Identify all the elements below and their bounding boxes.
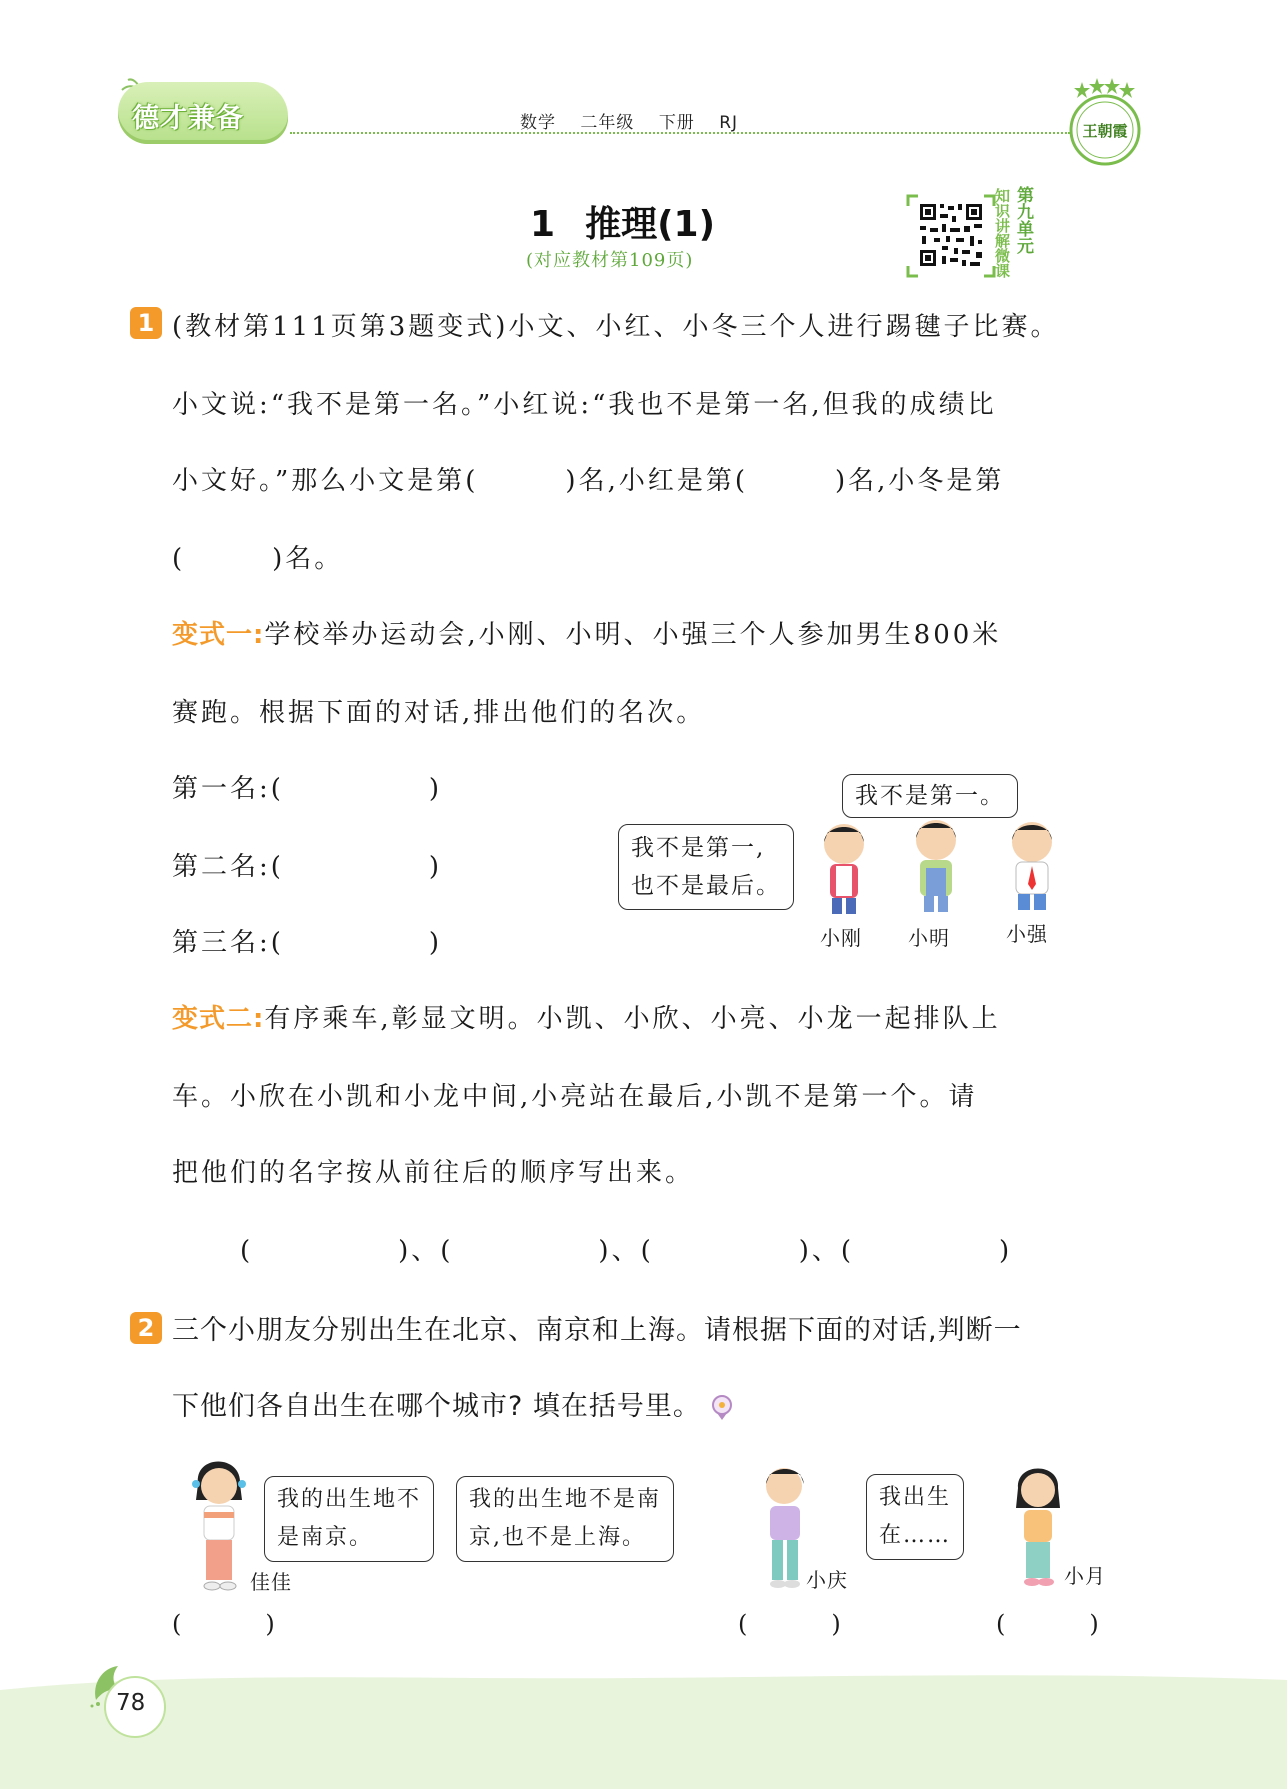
q1-line-4: ( )名。 xyxy=(172,544,344,574)
variant-2-line-1 xyxy=(172,998,1001,1035)
bubble-xiaoqing xyxy=(456,1476,674,1562)
kids-illustration-1 xyxy=(796,818,1096,918)
bubble-jiajia xyxy=(264,1476,434,1562)
variant-1-label: 变式一: xyxy=(172,620,265,650)
variant-2-label: 变式二: xyxy=(172,1004,265,1034)
author-seal xyxy=(1066,78,1144,168)
lesson-number: 1 xyxy=(530,204,556,245)
variant-2-line-3: 把他们的名字按从前往后的顺序写出来。 xyxy=(172,1158,695,1188)
q2-line-2 xyxy=(172,1384,733,1423)
bubble-jiajia-line-1: 我的出生地不 xyxy=(277,1487,422,1512)
bubble-xiaoyue-line-2: 在…… xyxy=(879,1523,952,1548)
bubble-xiaoqing-line-1: 我的出生地不是南 xyxy=(469,1487,662,1512)
rank-third: 第三名:( ) xyxy=(172,928,443,958)
bubble-xiaoyue-line-1: 我出生 xyxy=(879,1485,952,1510)
answer-blank-xiaoqing: ( ) xyxy=(738,1610,844,1638)
name-xiaoqiang: 小强 xyxy=(1006,922,1048,946)
lesson-title-text: 推理(1) xyxy=(585,204,716,245)
grade: 二年级 xyxy=(580,113,635,133)
rank-first: 第一名:( ) xyxy=(172,774,443,804)
kid-xiaogang xyxy=(824,824,864,914)
q1-line-3: 小文好。”那么小文是第( )名,小红是第( )名,小冬是第 xyxy=(172,466,1005,496)
variant-1-text: 学校举办运动会,小刚、小明、小强三个人参加男生800米 xyxy=(264,620,1002,650)
speech-bubble-left xyxy=(618,824,794,910)
volume: 下册 xyxy=(658,113,695,133)
variant-1-line-1 xyxy=(172,614,1001,651)
speech-bubble-left-line-1: 我不是第一, xyxy=(631,835,766,861)
lesson-reference: (对应教材第109页) xyxy=(526,250,694,271)
qr-caption-left: 知识讲解微课 xyxy=(993,188,1011,278)
answer-blank-xiaoyue: ( ) xyxy=(996,1610,1102,1638)
seal-text: 王朝霞 xyxy=(1082,122,1128,140)
qr-caption-right: 第九单元 xyxy=(1013,186,1033,254)
bubble-xiaoqing-line-2: 京,也不是上海。 xyxy=(469,1525,646,1550)
variant-1-line-2: 赛跑。根据下面的对话,排出他们的名次。 xyxy=(172,698,706,728)
question-1-badge: 1 xyxy=(130,307,162,339)
lesson-title xyxy=(530,196,715,247)
subject-line xyxy=(520,108,756,133)
answer-blank-jiajia: ( ) xyxy=(172,1610,278,1638)
bubble-xiaoyue xyxy=(866,1474,964,1560)
q1-line-2: 小文说:“我不是第一名。”小红说:“我也不是第一名,但我的成绩比 xyxy=(172,390,997,420)
name-jiajia: 佳佳 xyxy=(250,1570,292,1594)
qr-caption xyxy=(994,188,1034,282)
bubble-jiajia-line-2: 是南京。 xyxy=(277,1525,374,1550)
page-number: 78 xyxy=(116,1690,146,1716)
q1-line-1: (教材第111页第3题变式)小文、小红、小冬三个人进行踢毽子比赛。 xyxy=(172,312,1060,342)
hint-bulb-icon xyxy=(711,1395,733,1421)
kid-xiaoming xyxy=(916,820,956,912)
question-2-badge: 2 xyxy=(130,1312,162,1344)
name-xiaoming: 小明 xyxy=(908,926,950,950)
footer-wave xyxy=(0,1650,1287,1789)
variant-2-answer-blanks: ( )、( )、( )、( ) xyxy=(240,1236,1013,1266)
speech-bubble-left-line-2: 也不是最后。 xyxy=(631,873,781,899)
name-xiaoqing: 小庆 xyxy=(806,1568,848,1592)
kid-xiaoqiang xyxy=(1012,822,1052,910)
q2-line-2-text: 下他们各自出生在哪个城市? 填在括号里。 xyxy=(172,1391,701,1422)
edition: RJ xyxy=(719,113,739,133)
variant-2-text: 有序乘车,彰显文明。小凯、小欣、小亮、小龙一起排队上 xyxy=(264,1004,1001,1034)
speech-bubble-top: 我不是第一。 xyxy=(842,774,1018,818)
brand-logo-text: 德才兼备 xyxy=(132,103,244,134)
brand-logo xyxy=(118,82,288,144)
name-xiaogang: 小刚 xyxy=(820,926,862,950)
qr-code[interactable] xyxy=(906,194,996,278)
subject: 数学 xyxy=(520,113,556,133)
name-xiaoyue: 小月 xyxy=(1064,1564,1106,1588)
q2-line-1: 三个小朋友分别出生在北京、南京和上海。请根据下面的对话,判断一 xyxy=(172,1315,1022,1346)
rank-second: 第二名:( ) xyxy=(172,852,443,882)
variant-2-line-2: 车。小欣在小凯和小龙中间,小亮站在最后,小凯不是第一个。请 xyxy=(172,1082,978,1112)
